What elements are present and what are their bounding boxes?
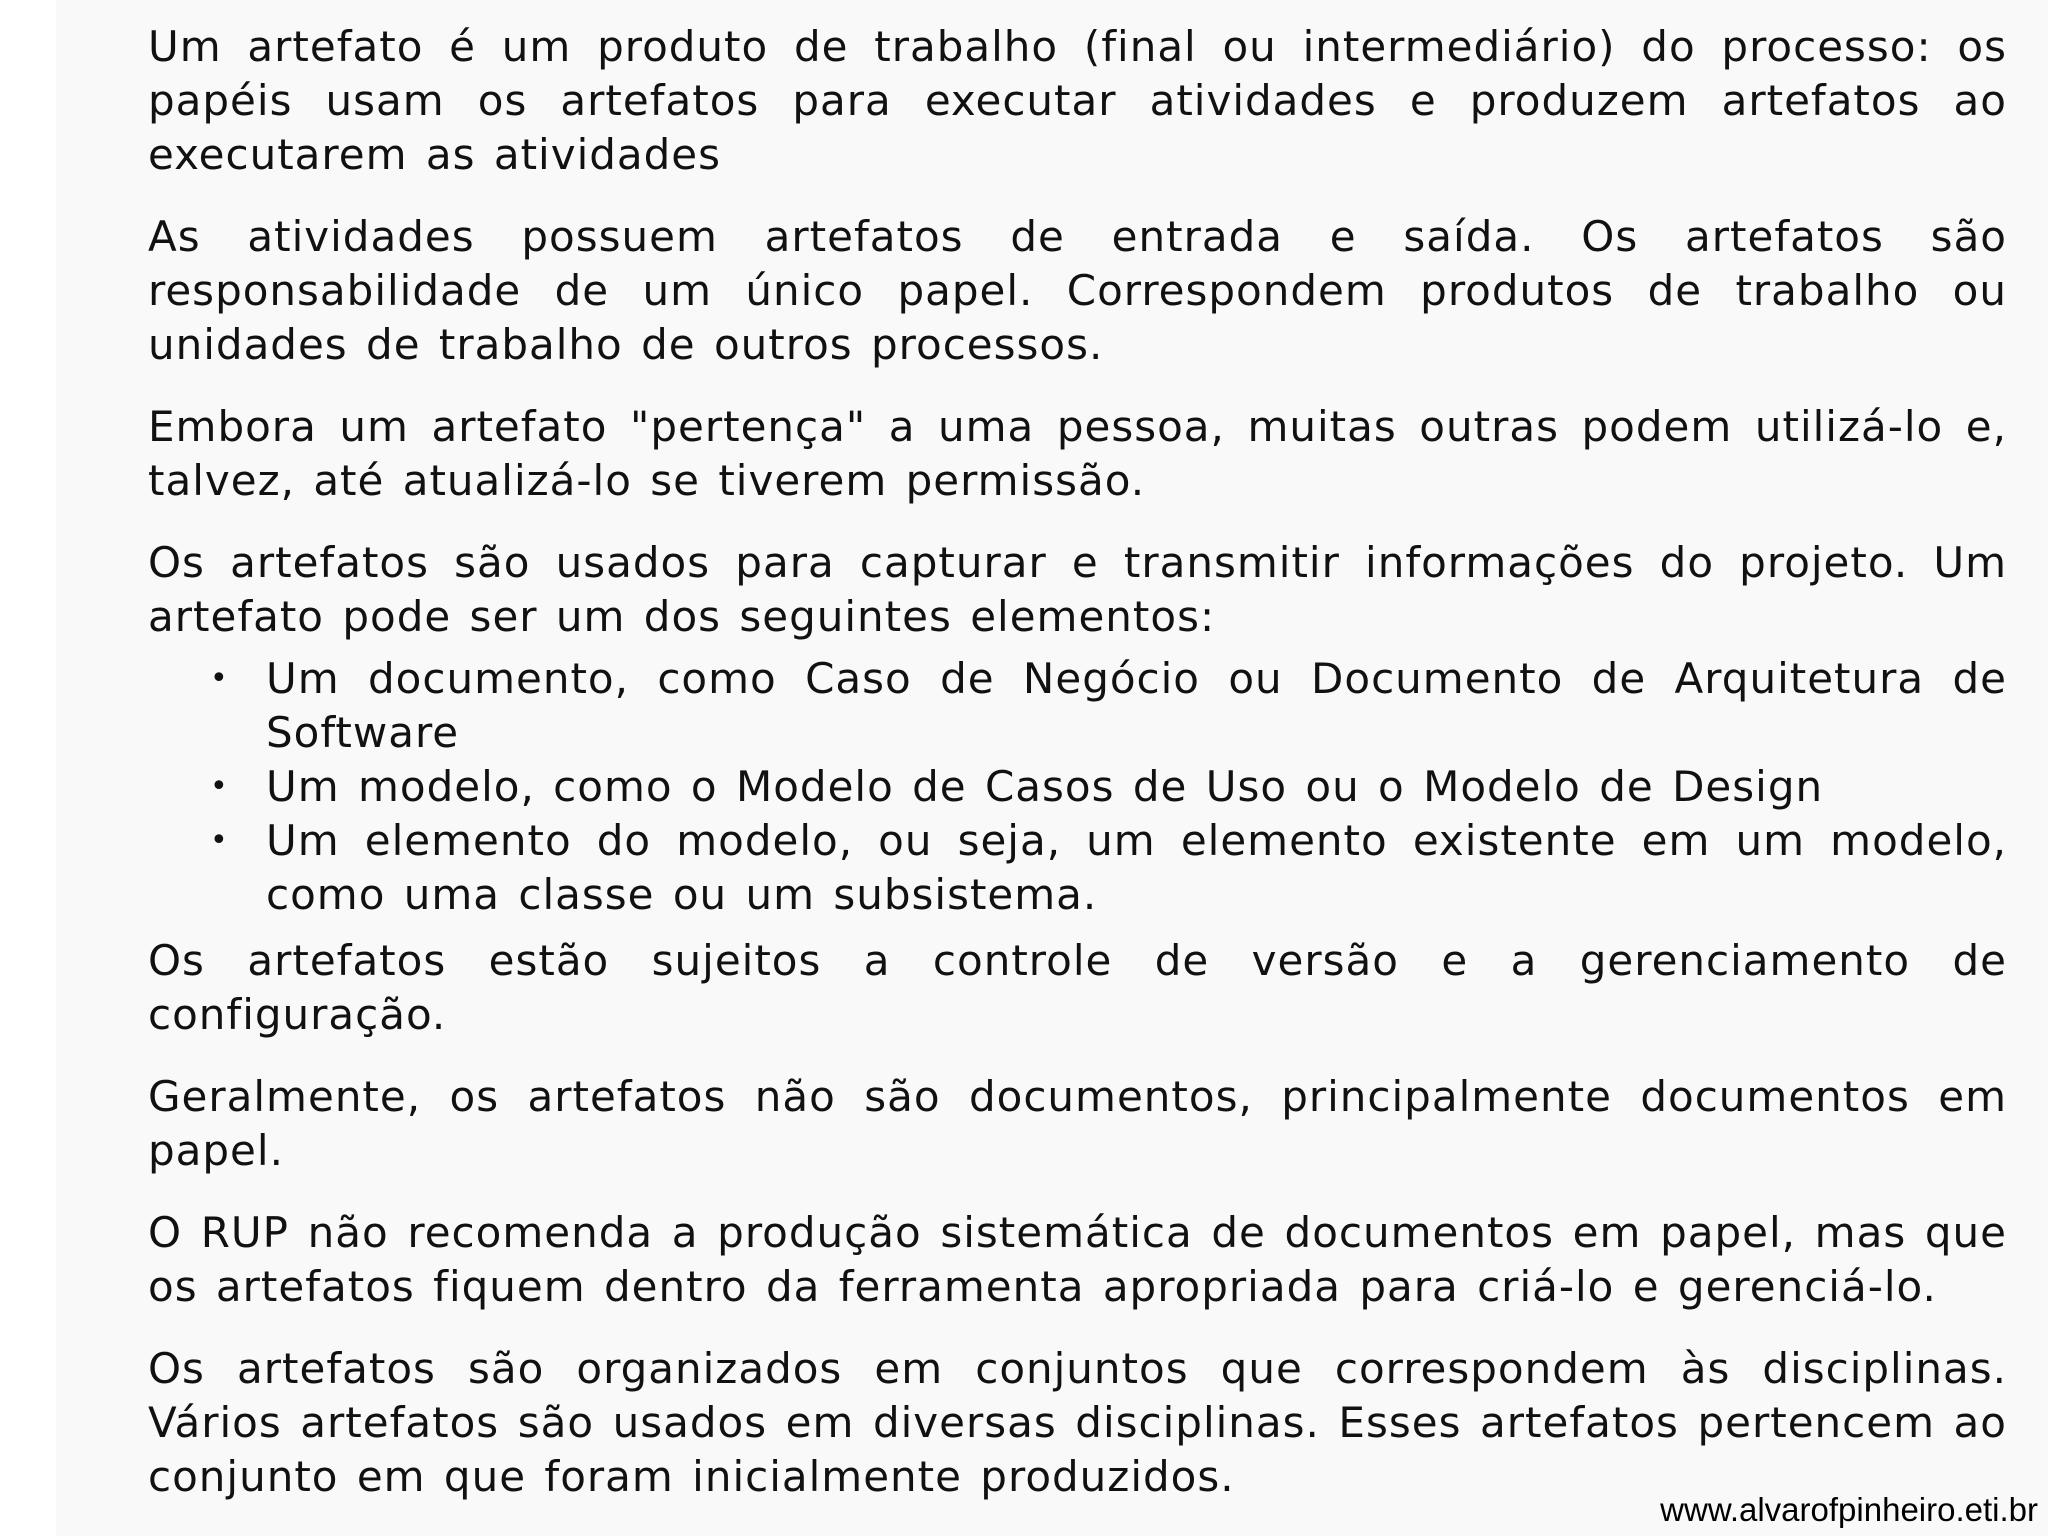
list-item-text: Um documento, como Caso de Negócio ou Documento de Arquitetura de Software <box>266 654 2007 757</box>
paragraph-pertenca: Embora um artefato "pertença" a uma pessoa, muitas outras podem utilizá-lo e, talvez, até atualizá-lo se tiverem permissão. <box>148 402 2007 505</box>
paragraph-rup-recomendacao: O RUP não recomenda a produção sistemática de documentos em papel, mas que os artefatos fiquem dentro da ferramenta apropriada para criá-lo e gerenciá-lo. <box>148 1208 2007 1311</box>
paragraph-atividades-artefatos: As atividades possuem artefatos de entrada e saída. Os artefatos são responsabilidade de um único papel. Correspondem produtos de trabalho ou unidades de trabalho de outros processos. <box>148 212 2007 369</box>
paragraph-capturar-informacoes: Os artefatos são usados para capturar e transmitir informações do projeto. Um artefato pode ser um dos seguintes elementos: <box>148 538 2007 641</box>
document-body <box>148 20 2007 1532</box>
paragraph-controle-versao: Os artefatos estão sujeitos a controle de versão e a gerenciamento de configuração. <box>148 936 2007 1039</box>
paragraph-conjuntos-disciplinas: Os artefatos são organizados em conjuntos que correspondem às disciplinas. Vários artefatos são usados em diversas disciplinas. Esses artefatos pertencem ao conjunto em que foram inicialmente produzidos. <box>148 1344 2007 1501</box>
bullet-icon: • <box>210 823 229 858</box>
bullet-icon: • <box>210 769 229 804</box>
document-page <box>56 0 2048 1536</box>
bullet-icon: • <box>210 661 229 696</box>
paragraph-nao-documentos: Geralmente, os artefatos não são documentos, principalmente documentos em papel. <box>148 1072 2007 1175</box>
footer-website-url: www.alvarofpinheiro.eti.br <box>1660 1491 2038 1528</box>
list-item <box>148 652 2007 760</box>
artifact-types-list <box>148 652 2007 922</box>
list-item <box>148 760 2007 814</box>
list-item-text: Um modelo, como o Modelo de Casos de Uso ou o Modelo de Design <box>266 762 1824 811</box>
list-item <box>148 814 2007 922</box>
list-item-text: Um elemento do modelo, ou seja, um elemento existente em um modelo, como uma classe ou um subsistema. <box>266 816 2007 919</box>
paragraph-artefato-definition: Um artefato é um produto de trabalho (final ou intermediário) do processo: os papéis usam os artefatos para executar atividades e produzem artefatos ao executarem as atividades <box>148 22 2007 179</box>
